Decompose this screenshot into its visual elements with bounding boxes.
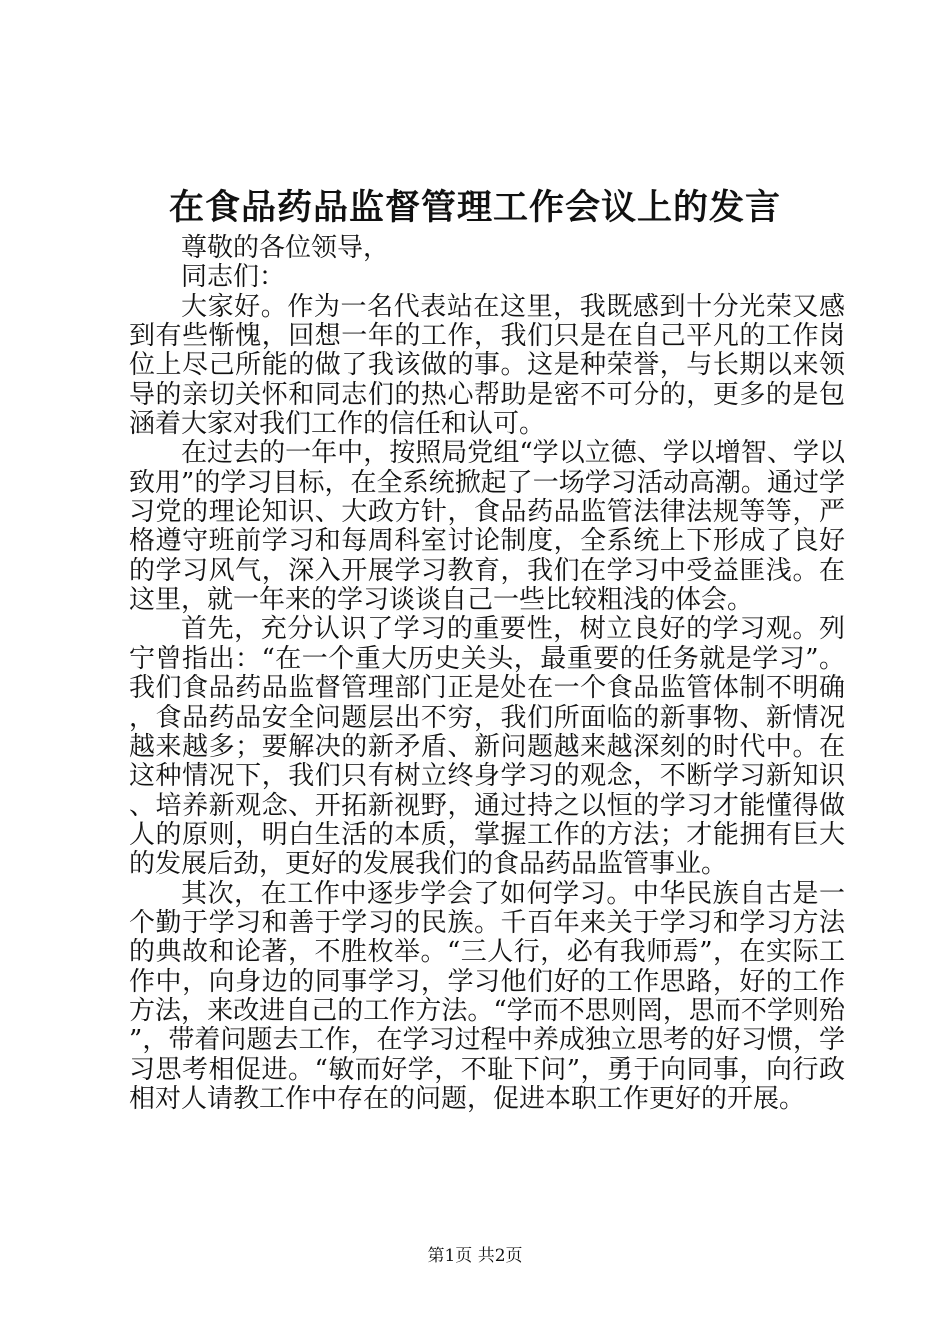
paragraph-greeting: 大家好。作为一名代表站在这里，我既感到十分光荣又感到有些惭愧，回想一年的工作，我们只是在自己平凡的工作岗位上尽己所能的做了我该做的事。这是种荣誉，与长期以来领导的亲切关怀和同志们的热心帮助是密不可分的，更多的是包涵着大家对我们工作的信任和认可。 (129, 291, 845, 440)
paragraph-second-point: 其次，在工作中逐步学会了如何学习。中华民族自古是一个勤于学习和善于学习的民族。千百年来关于学习和学习方法的典故和论著，不胜枚举。“三人行，必有我师焉”，在实际工作中，向身边的同事学习，学习他们好的工作思路，好的工作方法，来改进自己的工作方法。“学而不思则罔，思而不学则殆”，带着问题去工作，在学习过程中养成独立思考的好习惯，学习思考相促进。“敏而好学，不耻下问”，勇于向同事，向行政相对人请教工作中存在的问题，促进本职工作更好的开展。 (129, 878, 845, 1114)
paragraph-past-year: 在过去的一年中，按照局党组“学以立德、学以增智、学以致用”的学习目标，在全系统掀起了一场学习活动高潮。通过学习党的理论知识、大政方针，食品药品监管法律法规等等，严格遵守班前学习和每周科室讨论制度，全系统上下形成了良好的学习风气，深入开展学习教育，我们在学习中受益匪浅。在这里，就一年来的学习谈谈自己一些比较粗浅的体会。 (129, 438, 845, 616)
salutation-comrades: 同志们： (181, 262, 286, 293)
page-footer: 第1页 共2页 (427, 1246, 523, 1266)
document-body (129, 234, 845, 1114)
document-title: 在食品药品监督管理工作会议上的发言 (168, 187, 781, 228)
salutation-leaders: 尊敬的各位领导， (181, 233, 390, 263)
paragraph-first-point: 首先，充分认识了学习的重要性，树立良好的学习观。列宁曾指出：“在一个重大历史关头，最重要的任务就是学习”。我们食品药品监督管理部门正是处在一个食品监管体制不明确，食品药品安全问题层出不穷，我们所面临的新事物、新情况越来越多；要解决的新矛盾、新问题越来越深刻的时代中。在这种情况下，我们只有树立终身学习的观念，不断学习新知识、培养新观念、开拓新视野，通过持之以恒的学习才能懂得做人的原则，明白生活的本质，掌握工作的方法；才能拥有巨大的发展后劲，更好的发展我们的食品药品监管事业。 (129, 614, 845, 880)
